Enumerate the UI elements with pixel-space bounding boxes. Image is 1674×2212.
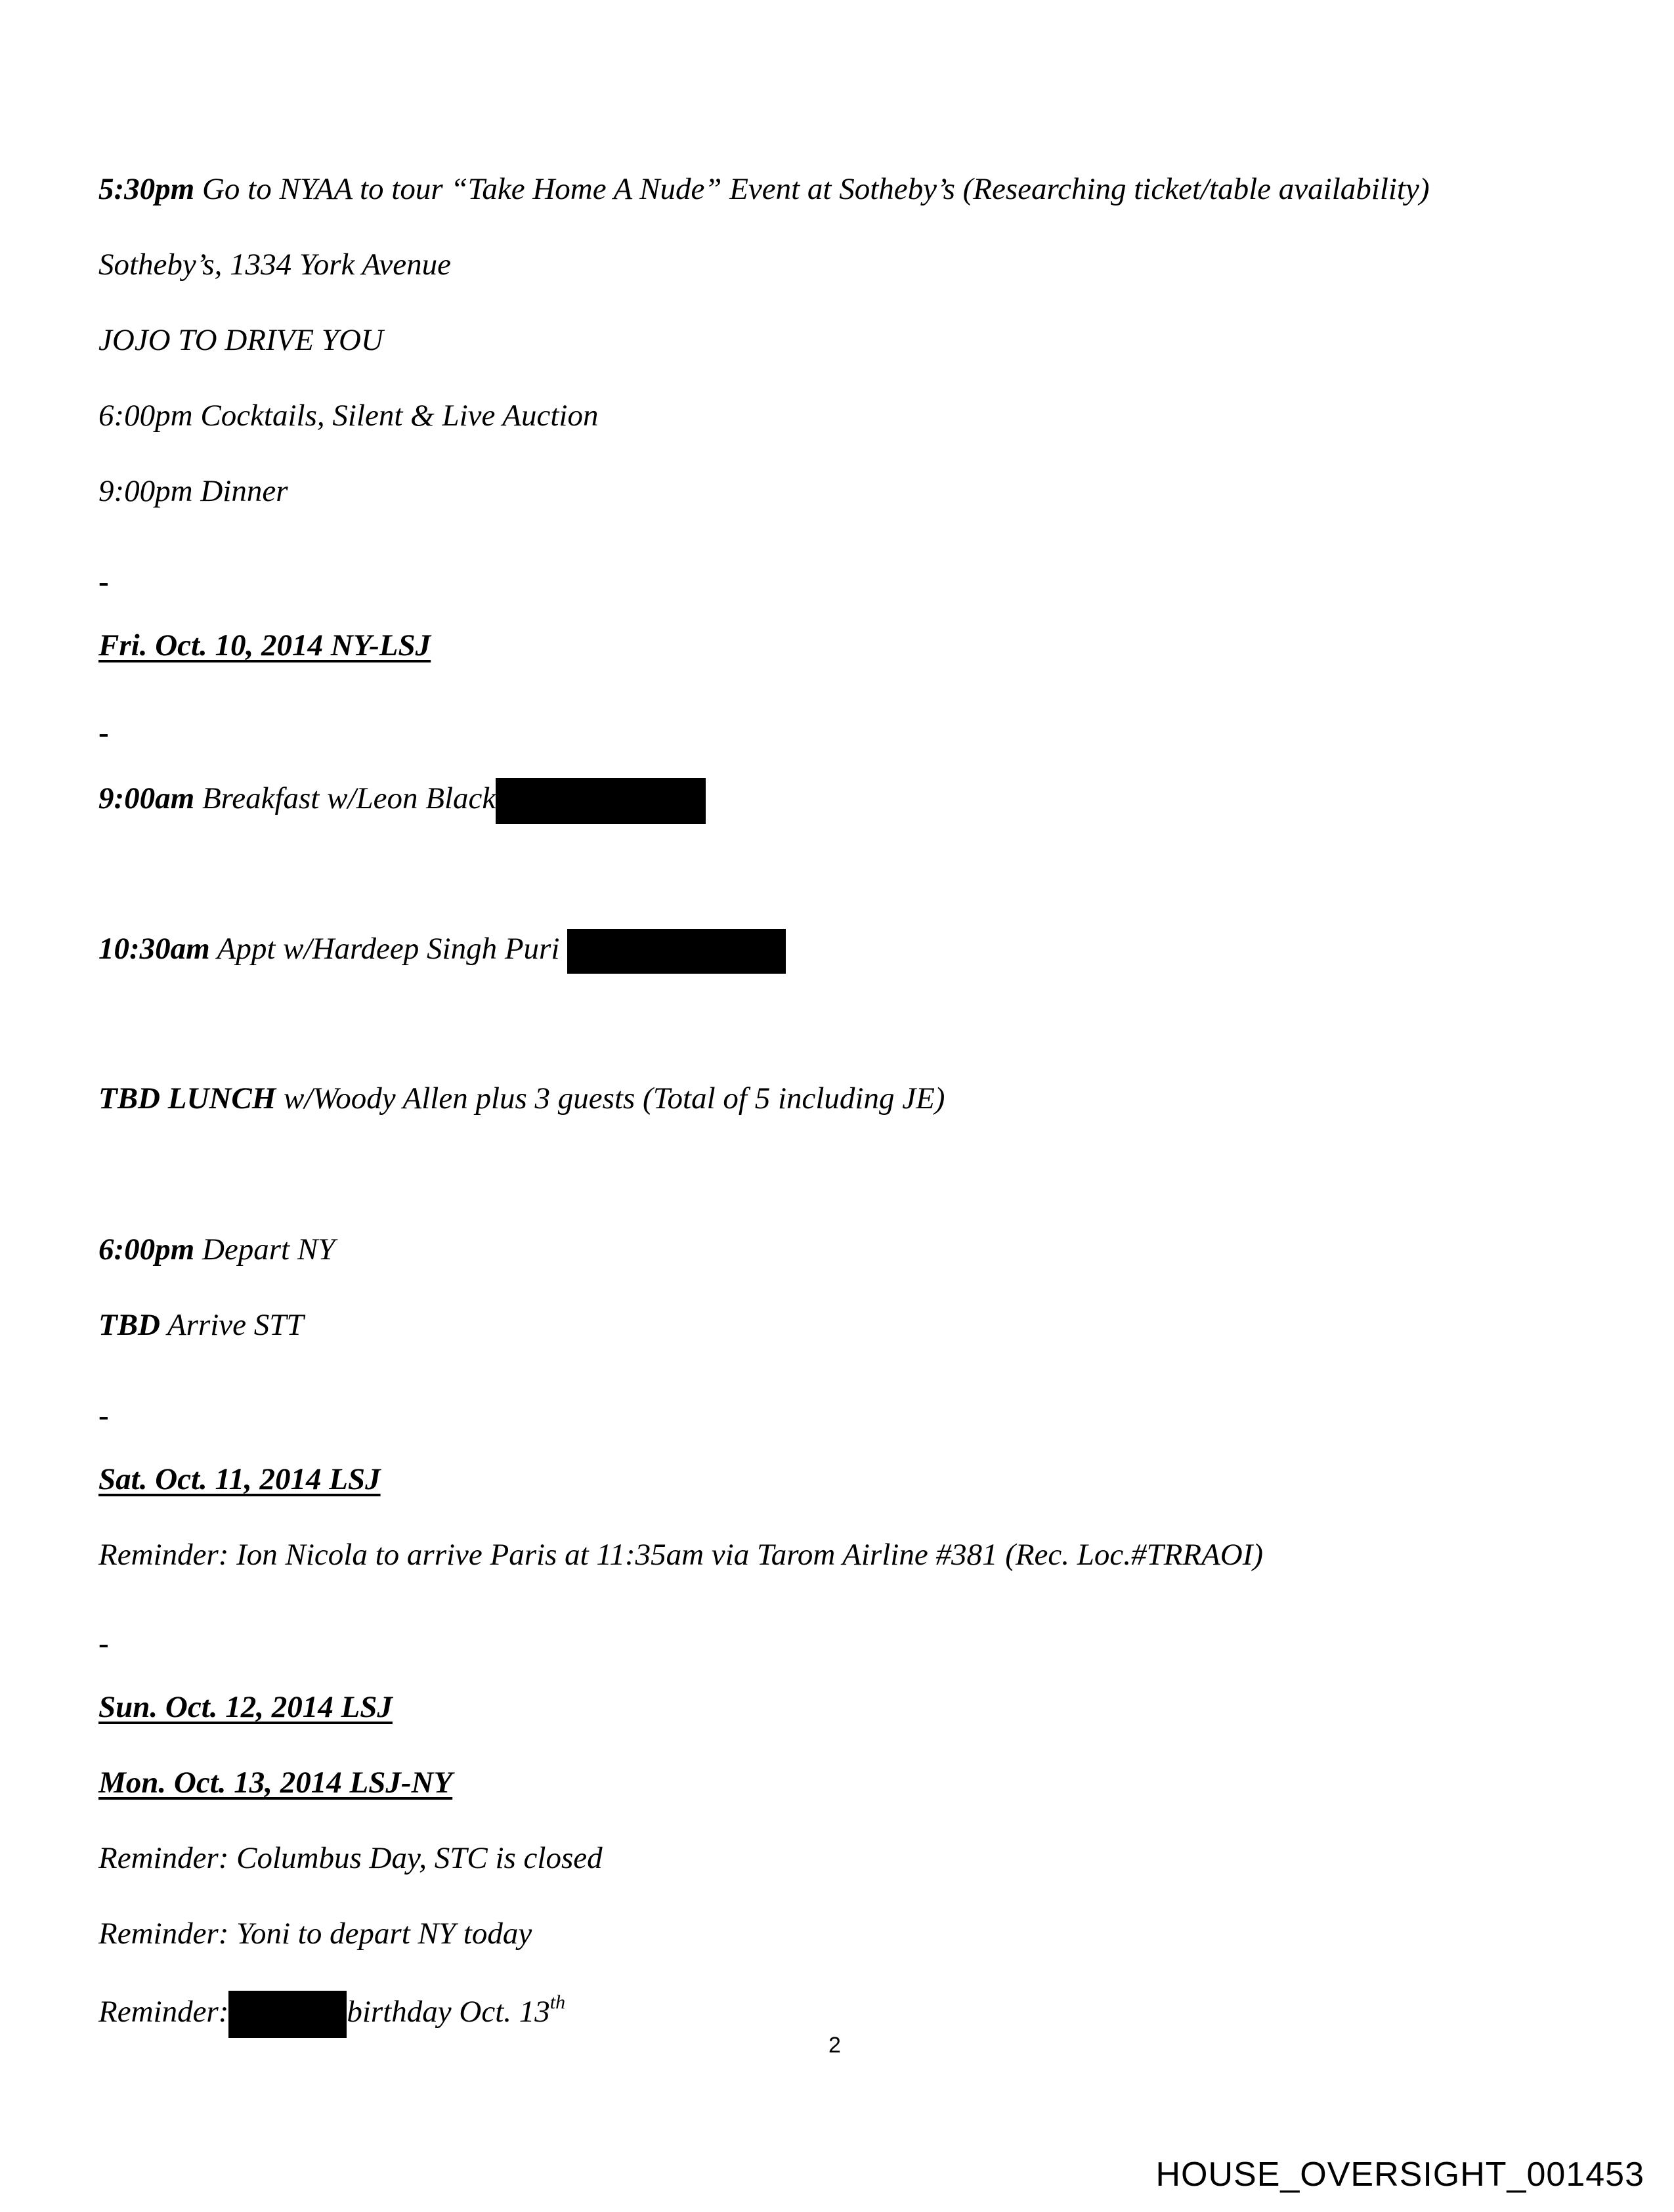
separator-dash: - [98,716,109,750]
depart-time: 6:00pm [98,1232,195,1267]
ion-reminder: Reminder: Ion Nicola to arrive Paris at 11:35am via Tarom Airline #381 (Rec. Loc.#TRRAOI) [98,1538,1264,1572]
sothebys-entry [98,171,1430,207]
redaction-box [567,929,786,974]
arrive-entry [98,1307,304,1343]
arrive-text: Arrive STT [167,1308,304,1342]
lunch-entry [98,1080,945,1117]
columbus-reminder: Reminder: Columbus Day, STC is closed [98,1841,603,1875]
appt-text: Appt w/Hardeep Singh Puri [217,931,560,966]
breakfast-entry [98,778,706,824]
page-number: 2 [828,2033,841,2058]
cocktails-entry: 6:00pm Cocktails, Silent & Live Auction [98,399,599,433]
birthday-ordinal: th [549,1991,566,2013]
day-heading-sat: Sat. Oct. 11, 2014 LSJ [98,1462,381,1496]
separator-dash: - [98,1399,109,1433]
bates-stamp: HOUSE_OVERSIGHT_001453 [1155,2156,1644,2194]
birthday-reminder [98,1991,565,2038]
driver-note: JOJO TO DRIVE YOU [98,323,383,357]
separator-dash: - [98,1626,109,1660]
dinner-entry: 9:00pm Dinner [98,474,288,508]
lunch-text: w/Woody Allen plus 3 guests (Total of 5 including JE) [284,1081,945,1116]
lunch-time: TBD LUNCH [98,1081,276,1116]
breakfast-text: Breakfast w/Leon Black [202,781,496,815]
day-heading-fri: Fri. Oct. 10, 2014 NY-LSJ [98,628,431,662]
arrive-time: TBD [98,1308,160,1342]
breakfast-time: 9:00am [98,781,195,815]
birthday-text: birthday Oct. 13 [347,1994,550,2029]
sothebys-text: Go to NYAA to tour “Take Home A Nude” Event at Sotheby’s (Researching ticket/table availability) [202,172,1430,206]
separator-dash: - [98,565,109,599]
depart-entry [98,1231,335,1268]
appt-entry [98,929,786,974]
yoni-reminder: Reminder: Yoni to depart NY today [98,1917,532,1951]
appt-time: 10:30am [98,931,210,966]
depart-text: Depart NY [202,1232,335,1267]
day-heading-mon: Mon. Oct. 13, 2014 LSJ-NY [98,1766,453,1800]
sothebys-address: Sotheby’s, 1334 York Avenue [98,248,451,282]
redaction-box [496,778,706,824]
redaction-box [228,1991,347,2038]
birthday-prefix: Reminder: [98,1994,229,2029]
sothebys-time: 5:30pm [98,172,195,206]
day-heading-sun: Sun. Oct. 12, 2014 LSJ [98,1690,393,1724]
